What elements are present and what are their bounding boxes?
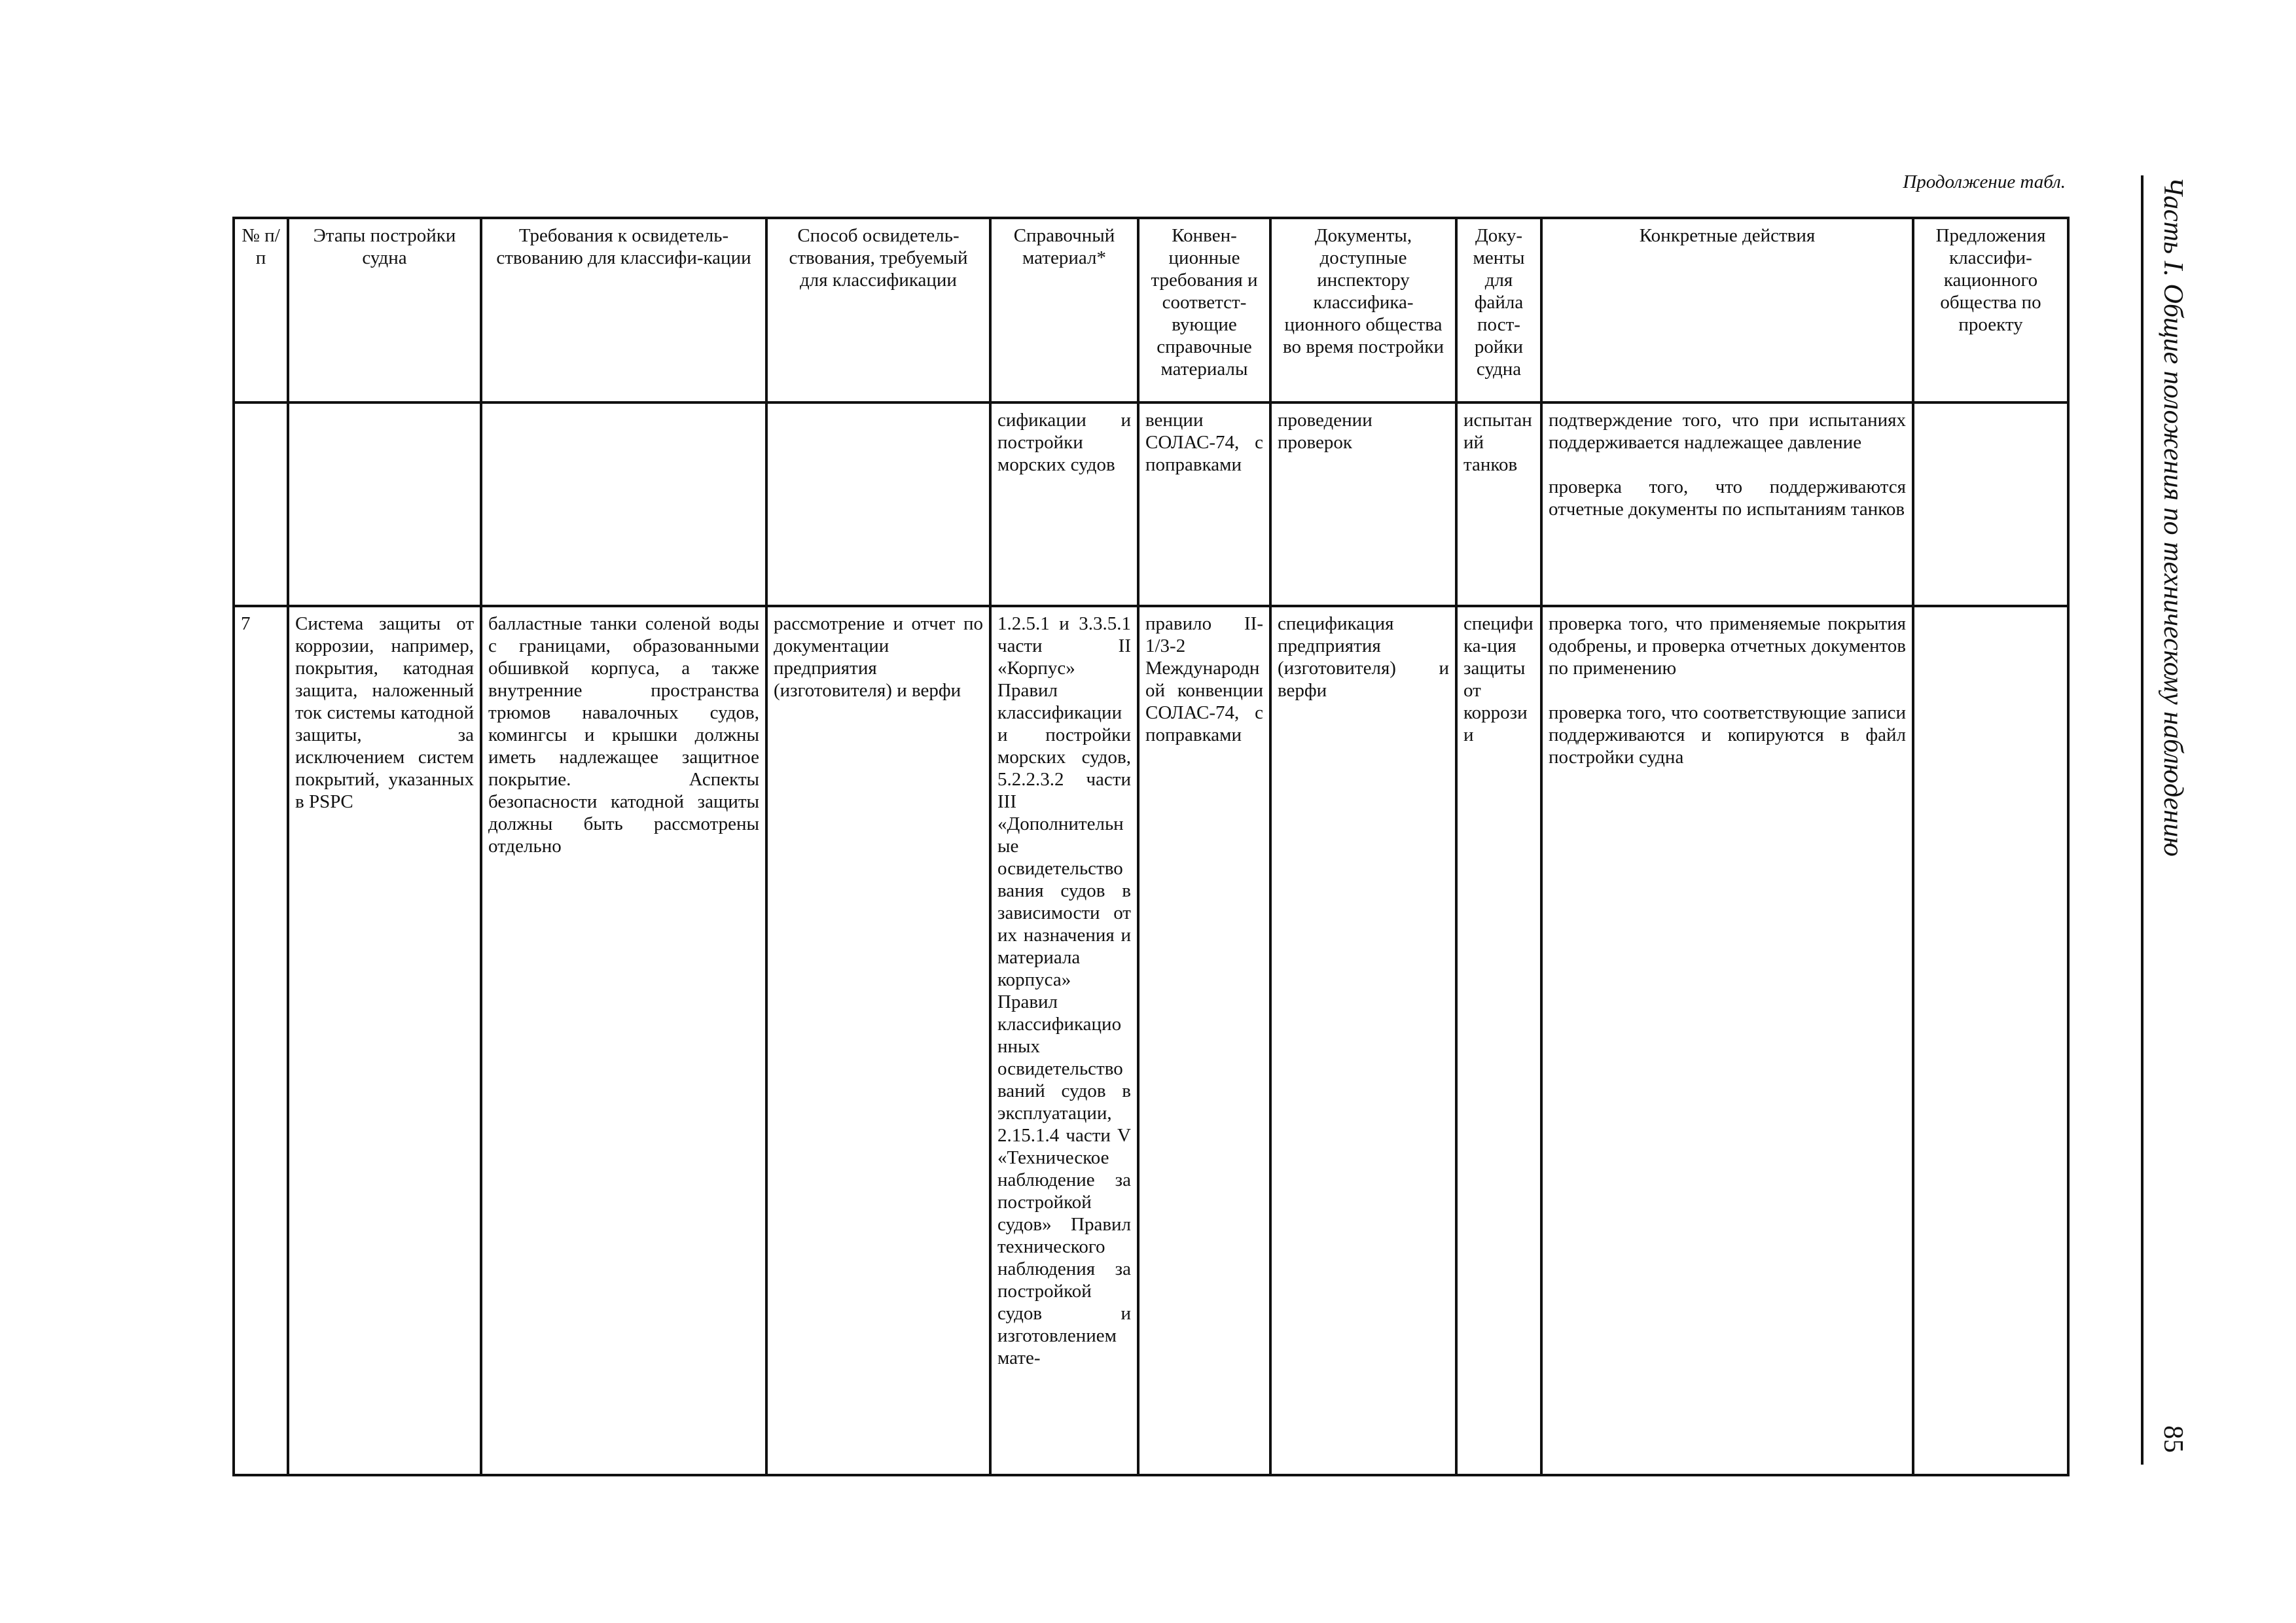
col-header-requirements: Требования к освидетель-ствованию для классифи-кации [481,218,766,402]
col-header-convention: Конвен-ционные требования и соответст-вующие справочные материалы [1138,218,1270,402]
action-text: проверка того, что поддерживаются отчетные документы по испытаниям танков [1549,476,1906,520]
col-header-file-docs: Доку-менты для файла пост-ройки судна [1456,218,1541,402]
cell-documents: спецификация предприятия (изготовителя) и верфи [1270,606,1456,1475]
cell-requirements: балластные танки соленой воды с границами, образованными обшивкой корпуса, а также внутренние пространства трюмов навалочных судов, комингсы и крышки должны иметь надлежащее защитное покрытие. Аспекты безопасности катодной защиты должны быть рассмотрены отдельно [481,606,766,1475]
cell-number [234,402,288,606]
continuation-label: Продолжение табл. [1903,171,2066,192]
action-text: подтверждение того, что при испытаниях поддерживается надлежащее давление [1549,410,1906,453]
cell-reference: 1.2.5.1 и 3.3.5.1 части II «Корпус» Правил классификации и постройки морских судов, 5.2.2.3.2 части III «Дополнительные освидетельствования судов в зависимости от их назначения и материала корпуса» Правил классификационных освидетельствований судов в эксплуатации, 2.15.1.4 части V «Техническое наблюдение за постройкой судов» Правил технического наблюдения за постройкой судов и изготовлением мате- [990,606,1138,1475]
inspection-table [232,217,2070,1476]
table-row [234,402,2068,606]
cell-convention: венции СОЛАС-74, с поправками [1138,402,1270,606]
cell-stage [288,402,481,606]
col-header-actions: Конкретные действия [1541,218,1913,402]
cell-file-docs: испытаний танков [1456,402,1541,606]
cell-actions [1541,606,1913,1475]
col-header-proposals: Предложения классифи-кационного общества по проекту [1913,218,2068,402]
cell-method [766,402,990,606]
table-header-row [234,218,2068,402]
col-header-documents: Документы, доступные инспектору классифика-ционного общества во время постройки [1270,218,1456,402]
action-text: проверка того, что соответствующие записи поддерживаются и копируются в файл постройки судна [1549,702,1906,768]
cell-proposals [1913,606,2068,1475]
cell-convention: правило II-1/3-2 Международной конвенции СОЛАС-74, с поправками [1138,606,1270,1475]
cell-documents: проведении проверок [1270,402,1456,606]
col-header-number: № п/п [234,218,288,402]
col-header-reference: Справочный материал* [990,218,1138,402]
side-divider-line [2141,175,2144,1465]
action-text: проверка того, что применяемые покрытия одобрены, и проверка отчетных документов по применению [1549,613,1906,679]
paragraph-gap [1549,454,1906,476]
cell-method: рассмотрение и отчет по документации предприятия (изготовителя) и верфи [766,606,990,1475]
cell-stage: Система защиты от коррозии, например, покрытия, катодная защита, наложенный ток системы катодной защиты, за исключением систем покрытий, указанных в PSPC [288,606,481,1475]
table-row [234,606,2068,1475]
paragraph-gap [1549,679,1906,702]
cell-number: 7 [234,606,288,1475]
cell-actions [1541,402,1913,606]
page-number: 85 [2158,1425,2188,1453]
running-title: Часть I. Общие положения по техническому наблюдению [2158,177,2188,857]
cell-file-docs: специфика-ция защиты от коррозии [1456,606,1541,1475]
col-header-method: Способ освидетель-ствования, требуемый для классификации [766,218,990,402]
cell-requirements [481,402,766,606]
cell-proposals [1913,402,2068,606]
cell-reference: сификации и постройки морских судов [990,402,1138,606]
col-header-stage: Этапы постройки судна [288,218,481,402]
